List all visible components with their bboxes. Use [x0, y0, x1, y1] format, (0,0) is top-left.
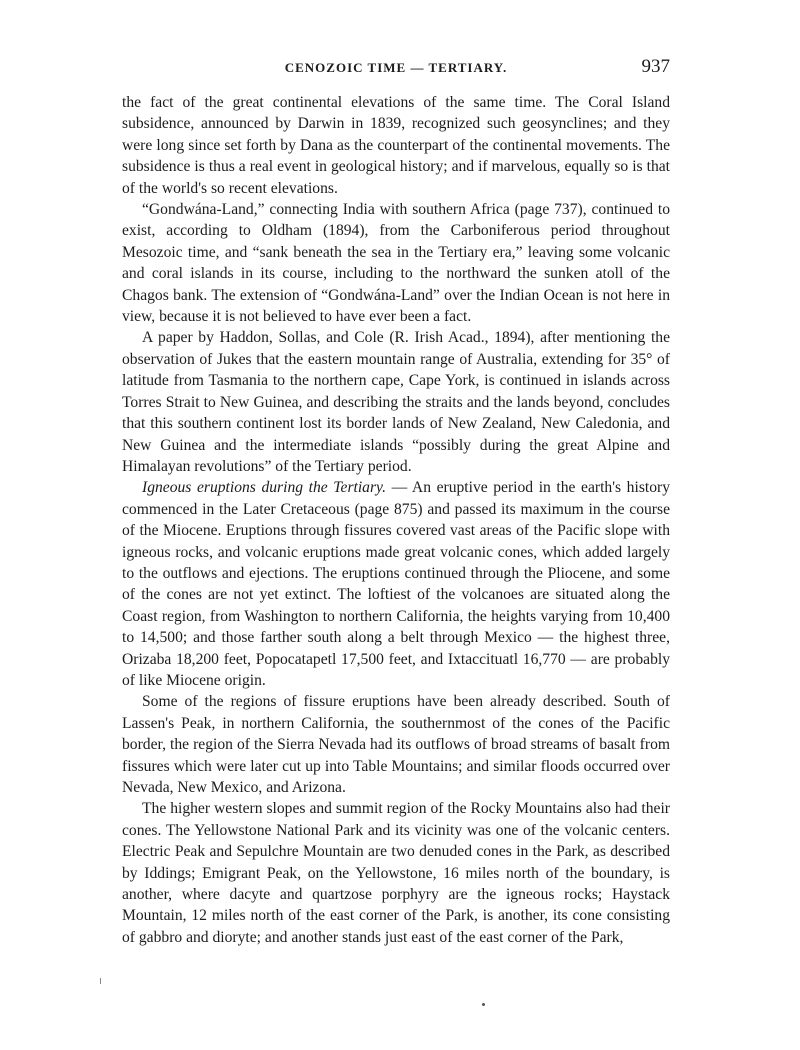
- paragraph: A paper by Haddon, Sollas, and Cole (R. Irish Acad., 1894), after mentioning the observation of Jukes that the eastern mountain range of Australia, extending for 35° of latitude from Tasmania to the northern cape, Cape York, is continued in islands across Torres Strait to New Guinea, and describing the straits and the lands beyond, concludes that this southern continent lost its border lands of New Zealand, New Caledonia, and New Guinea and the intermediate islands “possibly during the great Alpine and Himalayan revolutions” of the Tertiary period.: [122, 329, 670, 475]
- paragraph-text: — An eruptive period in the earth's history commenced in the Later Cretaceous (page 875) and passed its maximum in the course of the Miocene. Eruptions through fissures covered vast areas of the Pacific slope with igneous rocks, and volcanic eruptions made great volcanic cones, which added largely to the outflows and ejections. The eruptions continued through the Pliocene, and some of the cones are not yet extinct. The loftiest of the volcanoes are situated along the Coast region, from Washington to northern California, the heights varying from 10,400 to 14,500; and those farther south along a belt through Mexico — the highest three, Orizaba 18,200 feet, Popocatapetl 17,500 feet, and Ixtaccituatl 16,770 — are probably of like Miocene origin.: [122, 479, 671, 689]
- section-lead: Igneous eruptions during the Tertiary.: [142, 479, 387, 497]
- page-number: 937: [641, 56, 670, 77]
- stray-ink-dot: [482, 1003, 485, 1006]
- running-title: CENOZOIC TIME — TERTIARY.: [284, 60, 508, 75]
- body-text: [122, 92, 670, 948]
- paragraph: Some of the regions of fissure eruptions have been already described. South of Lassen's Peak, in northern California, the southernmost of the cones of the Pacific border, the region of the Sierra Nevada had its outflows of broad streams of basalt from fissures which were later cut up into Table Mountains; and similar floods occurred over Nevada, New Mexico, and Arizona.: [122, 693, 670, 796]
- paragraph: [122, 477, 670, 691]
- paragraph: the fact of the great continental elevations of the same time. The Coral Island subsidence, announced by Darwin in 1839, recognized such geosynclines; and they were long since set forth by Dana as the counterpart of the continental movements. The subsidence is thus a real event in geological history; and if marvelous, equally so is that of the world's so recent elevations.: [122, 94, 670, 197]
- paragraph: “Gondwána-Land,” connecting India with southern Africa (page 737), continued to exist, according to Oldham (1894), from the Carboniferous period throughout Mesozoic time, and “sank beneath the sea in the Tertiary era,” leaving some volcanic and coral islands in its course, including to the northward the sunken atoll of the Chagos bank. The extension of “Gondwána-Land” over the Indian Ocean is not here in view, because it is not believed to have ever been a fact.: [122, 201, 670, 326]
- margin-mark: [100, 978, 101, 984]
- page-header: [122, 58, 670, 84]
- paragraph: The higher western slopes and summit region of the Rocky Mountains also had their cones. The Yellowstone National Park and its vicinity was one of the volcanic centers. Electric Peak and Sepulchre Mountain are two denuded cones in the Park, as described by Iddings; Emigrant Peak, on the Yellowstone, 16 miles north of the boundary, is another, where dacyte and quartzose porphyry are the igneous rocks; Haystack Mountain, 12 miles north of the east corner of the Park, is another, its cone consisting of gabbro and dioryte; and another stands just east of the east corner of the Park,: [122, 800, 670, 946]
